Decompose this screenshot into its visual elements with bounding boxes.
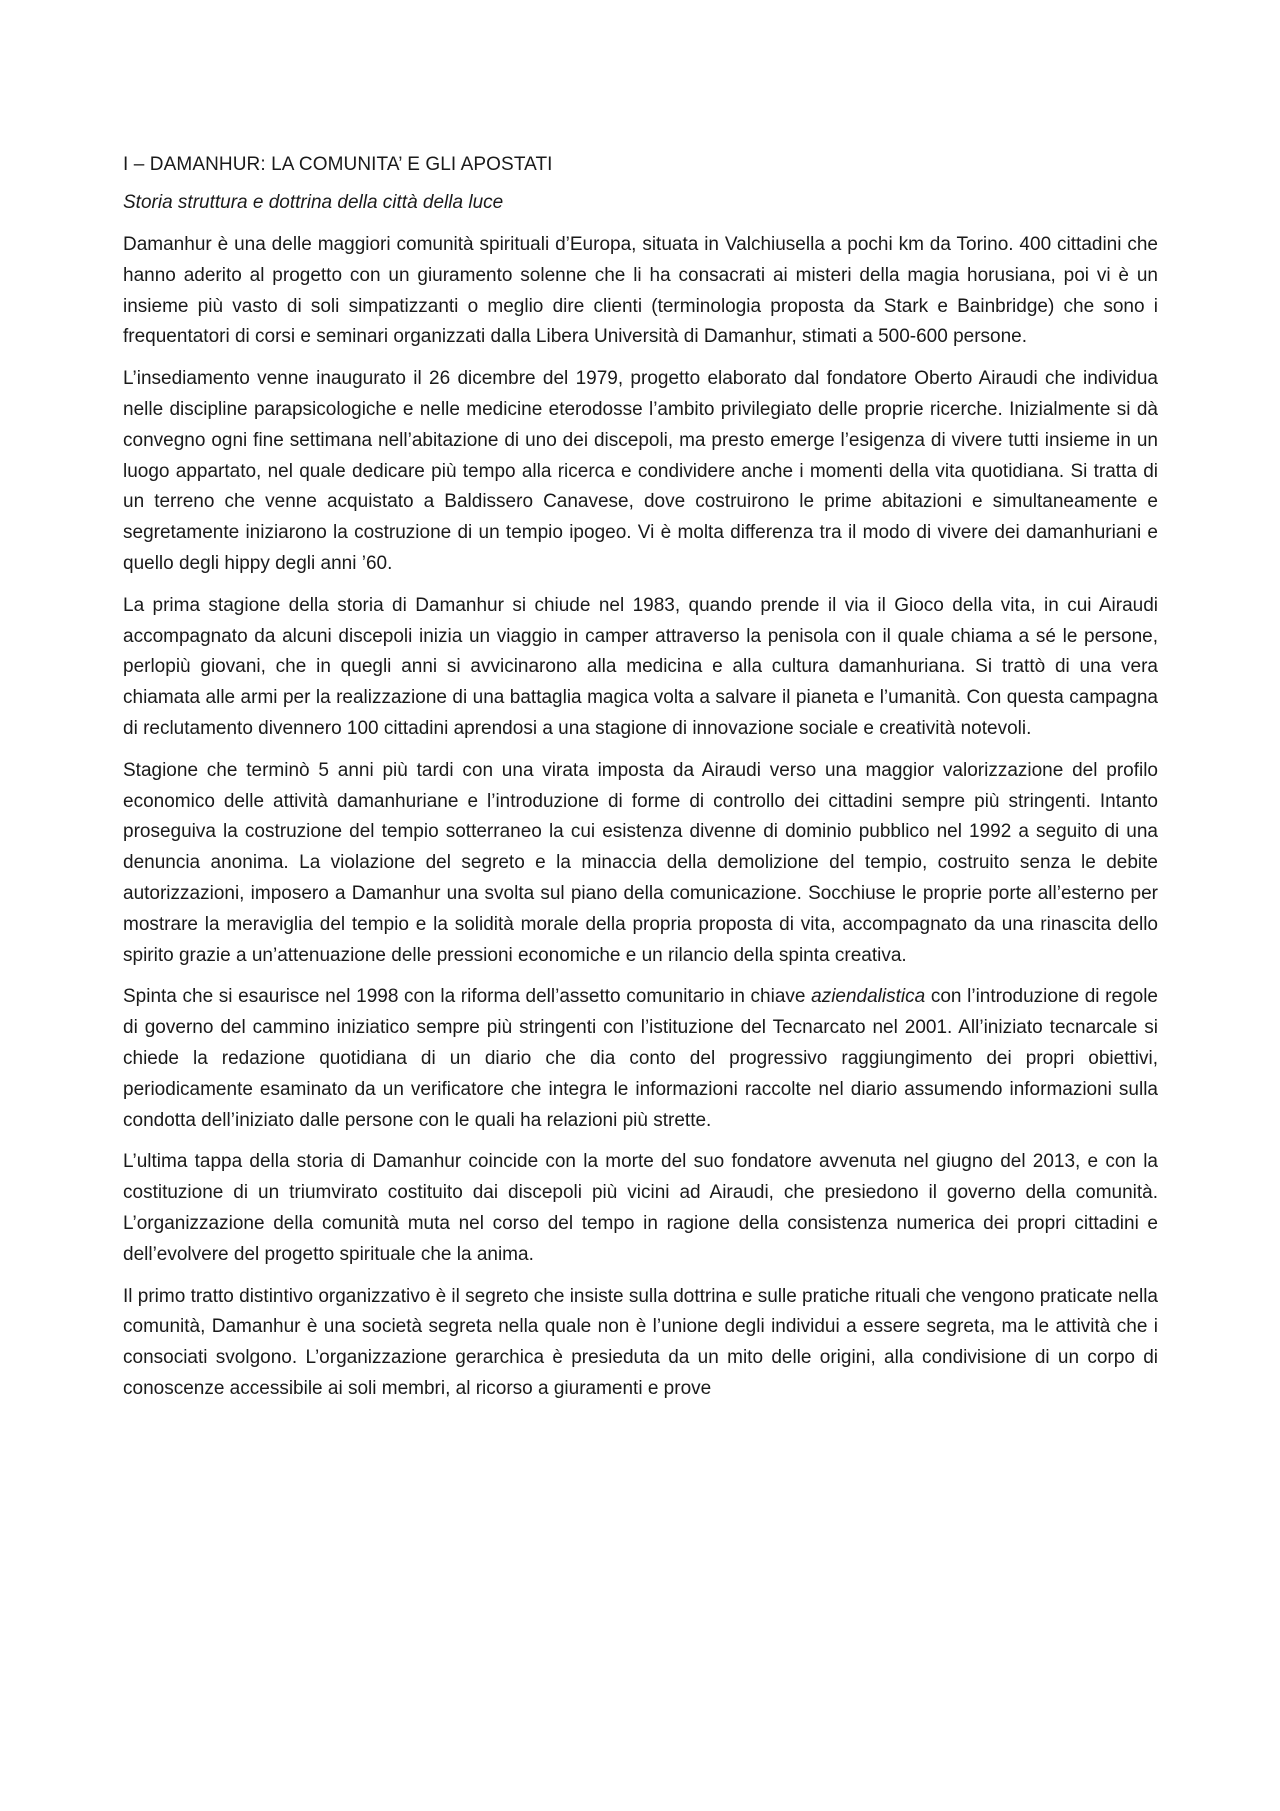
paragraph-3: La prima stagione della storia di Damanhur si chiude nel 1983, quando prende il via il Gioco della vita, in cui Airaudi accompagnato da alcuni discepoli inizia un viaggio in camper attraverso la penisola con il quale chiama a sé le persone, perlopiù giovani, che in quegli anni si avvicinarono alla medicina e alla cultura damanhuriana. Si trattò di una vera chiamata alle armi per la realizzazione di una battaglia magica volta a salvare il pianeta e l’umanità. Con questa campagna di reclutamento divennero 100 cittadini aprendosi a una stagione di innovazione sociale e creatività notevoli.: [123, 594, 1158, 739]
chapter-subheading: Storia struttura e dottrina della città della luce: [123, 192, 504, 213]
chapter-heading: I – DAMANHUR: LA COMUNITA’ E GLI APOSTATI: [123, 154, 553, 175]
paragraph-2: L’insediamento venne inaugurato il 26 dicembre del 1979, progetto elaborato dal fondatore Oberto Airaudi che individua nelle discipline parapsicologiche e nelle medicine eterodosse l’ambito privilegiato delle proprie ricerche. Inizialmente si dà convegno ogni fine settimana nell’abitazione di uno dei discepoli, ma presto emerge l’esigenza di vivere tutti insieme in un luogo appartato, nel quale dedicare più tempo alla ricerca e condividere anche i momenti della vita quotidiana. Si tratta di un terreno che venne acquistato a Baldissero Canavese, dove costruirono le prime abitazioni e simultaneamente e segretamente iniziarono la costruzione di un tempio ipogeo. Vi è molta differenza tra il modo di vivere dei damanhuriani e quello degli hippy degli anni ’60.: [123, 368, 1158, 574]
paragraph-5: [123, 982, 1158, 1136]
paragraph-6: L’ultima tappa della storia di Damanhur coincide con la morte del suo fondatore avvenuta nel giugno del 2013, e con la costituzione di un triumvirato costituito dai discepoli più vicini ad Airaudi, che presiedono il governo della comunità. L’organizzazione della comunità muta nel corso del tempo in ragione della consistenza numerica dei propri cittadini e dell’evolvere del progetto spirituale che la anima.: [123, 1151, 1158, 1265]
paragraph-1: Damanhur è una delle maggiori comunità spirituali d’Europa, situata in Valchiusella a pochi km da Torino. 400 cittadini che hanno aderito al progetto con un giuramento solenne che li ha consacrati ai misteri della magia horusiana, poi vi è un insieme più vasto di soli simpatizzanti o meglio dire clienti (terminologia proposta da Stark e Bainbridge) che sono i frequentatori di corsi e seminari organizzati dalla Libera Università di Damanhur, stimati a 500-600 persone.: [123, 234, 1158, 348]
paragraph-5-before: Spinta che si esaurisce nel 1998 con la riforma dell’assetto comunitario in chiave: [123, 986, 812, 1008]
paragraph-7: Il primo tratto distintivo organizzativo è il segreto che insiste sulla dottrina e sulle pratiche rituali che vengono praticate nella comunità, Damanhur è una società segreta nella quale non è l’unione degli individui a essere segreta, ma le attività che i consociati svolgono. L’organizzazione gerarchica è presieduta da un mito delle origini, alla condivisione di un corpo di conoscenze accessibile ai soli membri, al ricorso a giuramenti e prove: [123, 1285, 1158, 1399]
paragraph-5-emphasis: aziendalistica: [811, 986, 926, 1008]
document-page: [123, 152, 1158, 1416]
paragraph-4: Stagione che terminò 5 anni più tardi con una virata imposta da Airaudi verso una maggior valorizzazione del profilo economico delle attività damanhuriane e l’introduzione di forme di controllo dei cittadini sempre più stringenti. Intanto proseguiva la costruzione del tempio sotterraneo la cui esistenza divenne di dominio pubblico nel 1992 a seguito di una denuncia anonima. La violazione del segreto e la minaccia della demolizione del tempio, costruito senza le debite autorizzazioni, imposero a Damanhur una svolta sul piano della comunicazione. Socchiuse le proprie porte all’esterno per mostrare la meraviglia del tempio e la solidità morale della propria proposta di vita, accompagnato da una rinascita dello spirito grazie a un’attenuazione delle pressioni economiche e un rilancio della spinta creativa.: [123, 759, 1158, 966]
paragraph-5-after: con l’introduzione di regole di governo del cammino iniziatico sempre più stringenti con l’istituzione del Tecnarcato nel 2001. All’iniziato tecnarcale si chiede la redazione quotidiana di un diario che dia conto del progressivo raggiungimento dei propri obiettivi, periodicamente esaminato da un verificatore che integra le informazioni raccolte nel diario assumendo informazioni sulla condotta dell’iniziato dalle persone con le quali ha relazioni più strette.: [123, 986, 1158, 1131]
